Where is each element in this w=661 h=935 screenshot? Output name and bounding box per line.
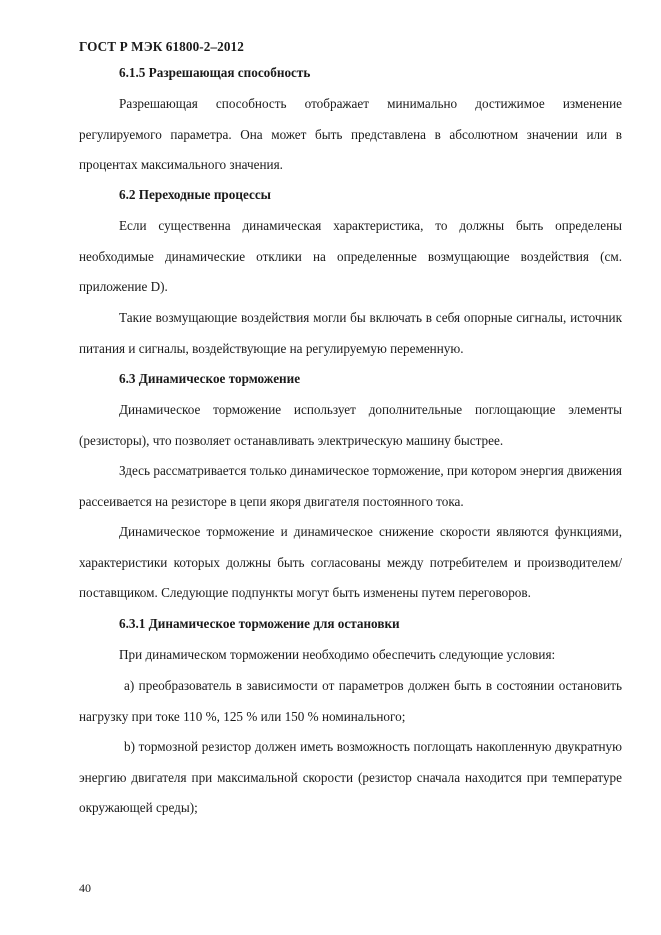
paragraph-braking-2: Здесь рассматривается только динамическое торможение, при котором энергия движения рассеивается на резисторе в цепи якоря двигателя постоянного тока. — [79, 463, 622, 509]
paragraph-transients-1: Если существенна динамическая характеристика, то должны быть определены необходимые динамические отклики на определенные возмущающие воздействия (см. приложение D). — [79, 218, 622, 294]
paragraph-resolution: Разрешающая способность отображает минимально достижимое изменение регулируемого параметра. Она может быть представлена в абсолютном значении или в процентах максимального значения. — [79, 96, 622, 172]
page-number: 40 — [79, 881, 91, 895]
paragraph-braking-1: Динамическое торможение использует дополнительные поглощающие элементы (резисторы), что позволяет останавливать электрическую машину быстрее. — [79, 402, 622, 448]
paragraph-transients-2: Такие возмущающие воздействия могли бы включать в себя опорные сигналы, источник питания и сигналы, воздействующие на регулируемую переменную. — [79, 310, 622, 356]
paragraph-conditions-intro: При динамическом торможении необходимо обеспечить следующие условия: — [119, 647, 556, 662]
standard-header: ГОСТ Р МЭК 61800-2–2012 — [79, 39, 244, 54]
list-item-b: b) тормозной резистор должен иметь возможность поглощать накопленную двукратную энергию двигателя при максимальной скорости (резистор сначала находится при температуре окружающей среды); — [79, 739, 622, 815]
paragraph-braking-3: Динамическое торможение и динамическое снижение скорости являются функциями, характеристики которых должны быть согласованы между потребителем и производителем/поставщиком. Следующие подпункты могут быть изменены путем переговоров. — [79, 524, 622, 600]
heading-6-1-5: 6.1.5 Разрешающая способность — [119, 65, 311, 80]
heading-6-2: 6.2 Переходные процессы — [119, 187, 271, 202]
heading-6-3: 6.3 Динамическое торможение — [119, 371, 301, 386]
heading-6-3-1: 6.3.1 Динамическое торможение для остановки — [119, 616, 400, 631]
list-item-a: a) преобразователь в зависимости от параметров должен быть в состоянии остановить нагрузку при токе 110 %, 125 % или 150 % номинального; — [79, 678, 622, 724]
